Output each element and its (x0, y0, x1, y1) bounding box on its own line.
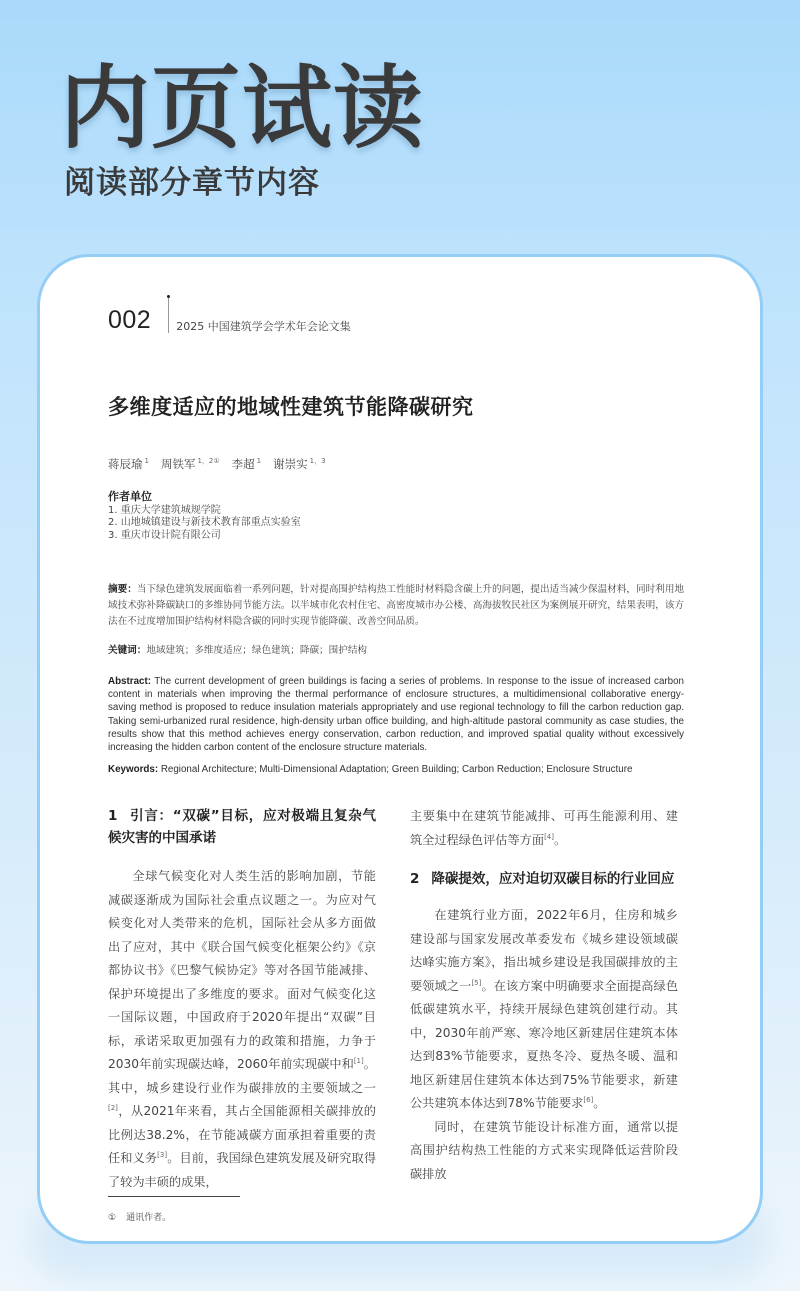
abstract-english (108, 675, 684, 754)
section-1-heading (108, 805, 376, 849)
page-preview-card (37, 254, 763, 1244)
body-column-left (108, 805, 376, 1194)
page-number: 002 (108, 306, 152, 334)
author-affil-sup: 1 (256, 457, 262, 466)
affiliation-item: 3. 重庆市设计院有限公司 (108, 529, 221, 541)
abstract-en-label: Abstract: (108, 676, 152, 687)
banner-subtitle: 阅读部分章节内容 (64, 165, 320, 201)
paragraph-text: 。目前，我国绿色建筑发展及研究取得了较为丰硕的成果， (108, 1151, 377, 1189)
paragraph-text: 。 (593, 1096, 606, 1110)
footnote (108, 1210, 171, 1223)
section-2-paragraph (410, 904, 678, 1116)
citation-ref: [6] (583, 1095, 594, 1104)
banner-title: 内页试读 (60, 56, 424, 161)
affiliation-item: 1. 重庆大学建筑城规学院 (108, 504, 221, 516)
citation-ref: [3] (157, 1150, 168, 1159)
footnote-text: 通讯作者。 (126, 1213, 172, 1223)
section-2-heading (410, 868, 678, 890)
author-name: 蒋辰瑜 (108, 457, 143, 471)
paragraph-text: 在建筑行业方面，2022年6月，住房和城乡建设部与国家发展改革委发布《城乡建设领域碳达峰实施方案》，指出城乡建设是我国碳排放的主要领域之一 (410, 908, 678, 993)
citation-ref: [4] (544, 832, 554, 841)
series-title: 2025 中国建筑学会学术年会论文集 (176, 320, 351, 333)
citation-ref: [5] (471, 978, 482, 987)
paragraph-text: 。其中，城乡建设行业作为碳排放的主要领域之一 (108, 1057, 376, 1095)
citation-ref: [1] (353, 1056, 364, 1065)
author-name: 谢崇实 (273, 457, 308, 471)
citation-ref: [2] (108, 1103, 118, 1112)
keywords-cn-text: 地域建筑；多维度适应；绿色建筑；降碳；围护结构 (146, 645, 368, 656)
author (232, 456, 261, 472)
abstract-cn-text: 当下绿色建筑发展面临着一系列问题，针对提高围护结构热工性能时材料隐含碳上升的问题，提出适当减少保温材料，同时利用地域技术弥补降碳缺口的多维协同节能方法。以半城市化农村住宅、高密度城市办公楼、高海拔牧民社区为案例展开研究，结果表明，该方法在不过度增加围护结构材料隐含碳的同时实现节能降碳、改善空间品质。 (108, 584, 685, 627)
section-heading-text: 降碳提效，应对迫切双碳目标的行业回应 (431, 871, 675, 887)
footnote-mark: ① (108, 1213, 117, 1223)
footnote-divider (108, 1196, 240, 1197)
paper-title: 多维度适应的地域性建筑节能降碳研究 (108, 395, 474, 419)
affiliation-item: 2. 山地城镇建设与新技术教育部重点实验室 (108, 517, 301, 528)
paragraph-text: ，从2021年来看，其占全国能源相关碳排放的比例达38.2%，在节能减碳方面承担着重要的责任和义务 (108, 1104, 376, 1165)
author-affil-sup: 1，2① (197, 457, 220, 466)
section-heading-text: 引言：“双碳”目标，应对极端且复杂气候灾害的中国承诺 (108, 808, 376, 846)
section-number: 2 (410, 871, 420, 887)
author (108, 456, 149, 472)
paragraph-text: 。 (553, 832, 567, 847)
section-1-continuation (410, 805, 678, 852)
keywords-en-text: Regional Architecture; Multi-Dimensional Adaptation; Green Building; Carbon Reduction; Enclosure Structure (160, 764, 633, 775)
author-list (108, 456, 326, 472)
keywords-en-label: Keywords: (108, 764, 159, 775)
keywords-cn-label: 关键词： (108, 645, 147, 656)
page-header (108, 297, 351, 333)
abstract-cn-label: 摘要： (108, 584, 137, 595)
abstract-en-text: The current development of green buildings is facing a series of problems. In response to the issue of increased carbon content in materials when improving the thermal performance of enclosure structures, a multidimensional collaborative energy-saving method is proposed to reduce insulation materials appropriately and use regional technology to fill the carbon reduction gap. Taking semi-urbanized rural residence, high-density urban office building, and high-altitude pastoral community as case studies, the results show that this method achieves energy conservation, carbon reduction, and improved spatial quality without excessively increasing the hidden carbon content of the enclosure structure materials. (108, 676, 684, 754)
keywords-english (108, 764, 632, 775)
author-affil-sup: 1 (144, 457, 149, 466)
author-name: 周铁军 (160, 457, 196, 471)
author-affil-sup: 1，3 (309, 457, 326, 466)
author-name: 李超 (231, 457, 255, 471)
abstract-chinese (108, 582, 684, 630)
section-number: 1 (108, 808, 118, 824)
affiliations (108, 491, 301, 542)
author (273, 456, 325, 472)
paragraph-text: 。在该方案中明确要求全面提高绿色低碳建筑水平，持续开展绿色建筑创建行动。其中，2030年前严寒、寒冷地区新建居住建筑本体达到83%节能要求，夏热冬冷、夏热冬暖、温和地区新建居住建筑本体达到75%节能要求，新建公共建筑本体达到78%节能要求 (410, 978, 679, 1110)
keywords-chinese (108, 642, 367, 656)
section-2-paragraph: 同时，在建筑节能设计标准方面，通常以提高围护结构热工性能的方式来实现降低运营阶段碳排放 (410, 1119, 678, 1181)
body-column-right (410, 805, 678, 1186)
paragraph-text: 主要集中在建筑节能减排、可再生能源利用、建筑全过程绿色评估等方面 (410, 809, 678, 847)
section-1-paragraph (108, 865, 376, 1194)
paragraph-text: 全球气候变化对人类生活的影响加剧，节能减碳逐渐成为国际社会重点议题之一。为应对气候变化对人类带来的危机，国际社会从多方面做出了应对，其中《联合国气候变化框架公约》《京都协议书》《巴黎气候协定》等对各国节能减排、保护环境提出了多维度的要求。面对气候变化这一国际议题，中国政府于2020年提出“双碳”目标，承诺采取更加强有力的政策和措施，力争于2030年前实现碳达峰，2060年前实现碳中和 (108, 869, 376, 1071)
header-divider (168, 297, 169, 333)
affiliations-title: 作者单位 (108, 490, 152, 503)
author (161, 456, 220, 472)
